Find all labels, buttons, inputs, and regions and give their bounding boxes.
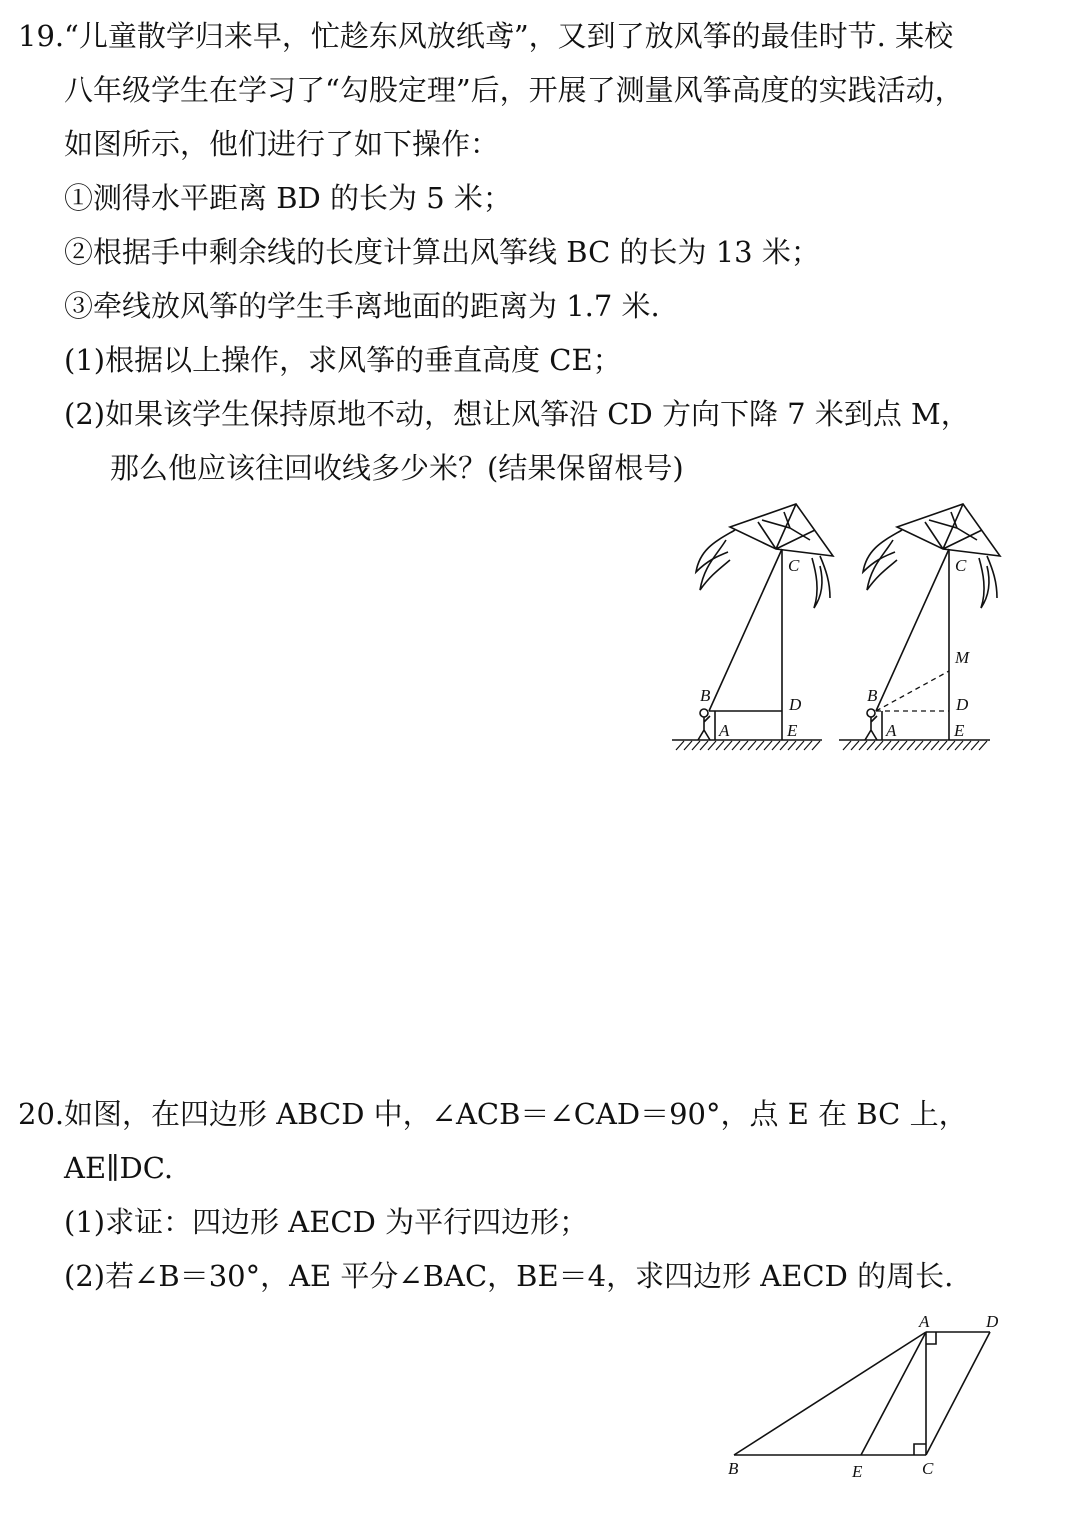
quadrilateral-figure <box>720 1305 1010 1485</box>
condition-2: ②根据手中剩余线的长度计算出风筝线 BC 的长为 13 米； <box>64 235 820 269</box>
point-label-d: D <box>789 695 802 714</box>
point-label-c: C <box>788 556 800 575</box>
point-label-c: C <box>955 556 967 575</box>
point-label-m: M <box>955 648 970 667</box>
point-label-d: D <box>956 695 969 714</box>
question-text-line: 八年级学生在学习了“勾股定理”后，开展了测量风筝高度的实践活动， <box>64 73 964 107</box>
point-label-b: B <box>867 686 878 705</box>
point-label-d: D <box>986 1312 999 1331</box>
point-label-e: E <box>787 721 798 740</box>
question-number: 19. <box>18 19 65 53</box>
point-label-a: A <box>719 721 730 740</box>
point-label-e: E <box>954 721 965 740</box>
point-label-b: B <box>728 1459 739 1478</box>
kite-figure-right <box>836 498 996 754</box>
condition-3: ③牵线放风筝的学生手离地面的距离为 1.7 米. <box>64 289 660 323</box>
kite-figure-left <box>668 498 832 754</box>
sub-question-2: (2)若∠B＝30°，AE 平分∠BAC，BE＝4，求四边形 AECD 的周长. <box>64 1259 954 1293</box>
question-number: 20. <box>18 1097 65 1131</box>
point-label-e: E <box>852 1462 863 1481</box>
question-text-line: 如图，在四边形 ABCD 中，∠ACB＝∠CAD＝90°，点 E 在 BC 上， <box>64 1097 968 1131</box>
question-text-line: 如图所示，他们进行了如下操作： <box>64 127 500 161</box>
sub-question-2: (2)如果该学生保持原地不动，想让风筝沿 CD 方向下降 7 米到点 M， <box>64 397 970 431</box>
point-label-a: A <box>919 1312 930 1331</box>
sub-question-1: (1)求证：四边形 AECD 为平行四边形； <box>64 1205 589 1239</box>
question-text-line: AE∥DC. <box>64 1151 174 1185</box>
point-label-b: B <box>700 686 711 705</box>
question-text-line: “儿童散学归来早，忙趁东风放纸鸢”，又到了放风筝的最佳时节. 某校 <box>64 19 954 53</box>
sub-question-1: (1)根据以上操作，求风筝的垂直高度 CE； <box>64 343 622 377</box>
point-label-a: A <box>886 721 897 740</box>
condition-1: ①测得水平距离 BD 的长为 5 米； <box>64 181 512 215</box>
point-label-c: C <box>922 1459 934 1478</box>
sub-question-2-cont: 那么他应该往回收线多少米？(结果保留根号) <box>110 451 684 485</box>
